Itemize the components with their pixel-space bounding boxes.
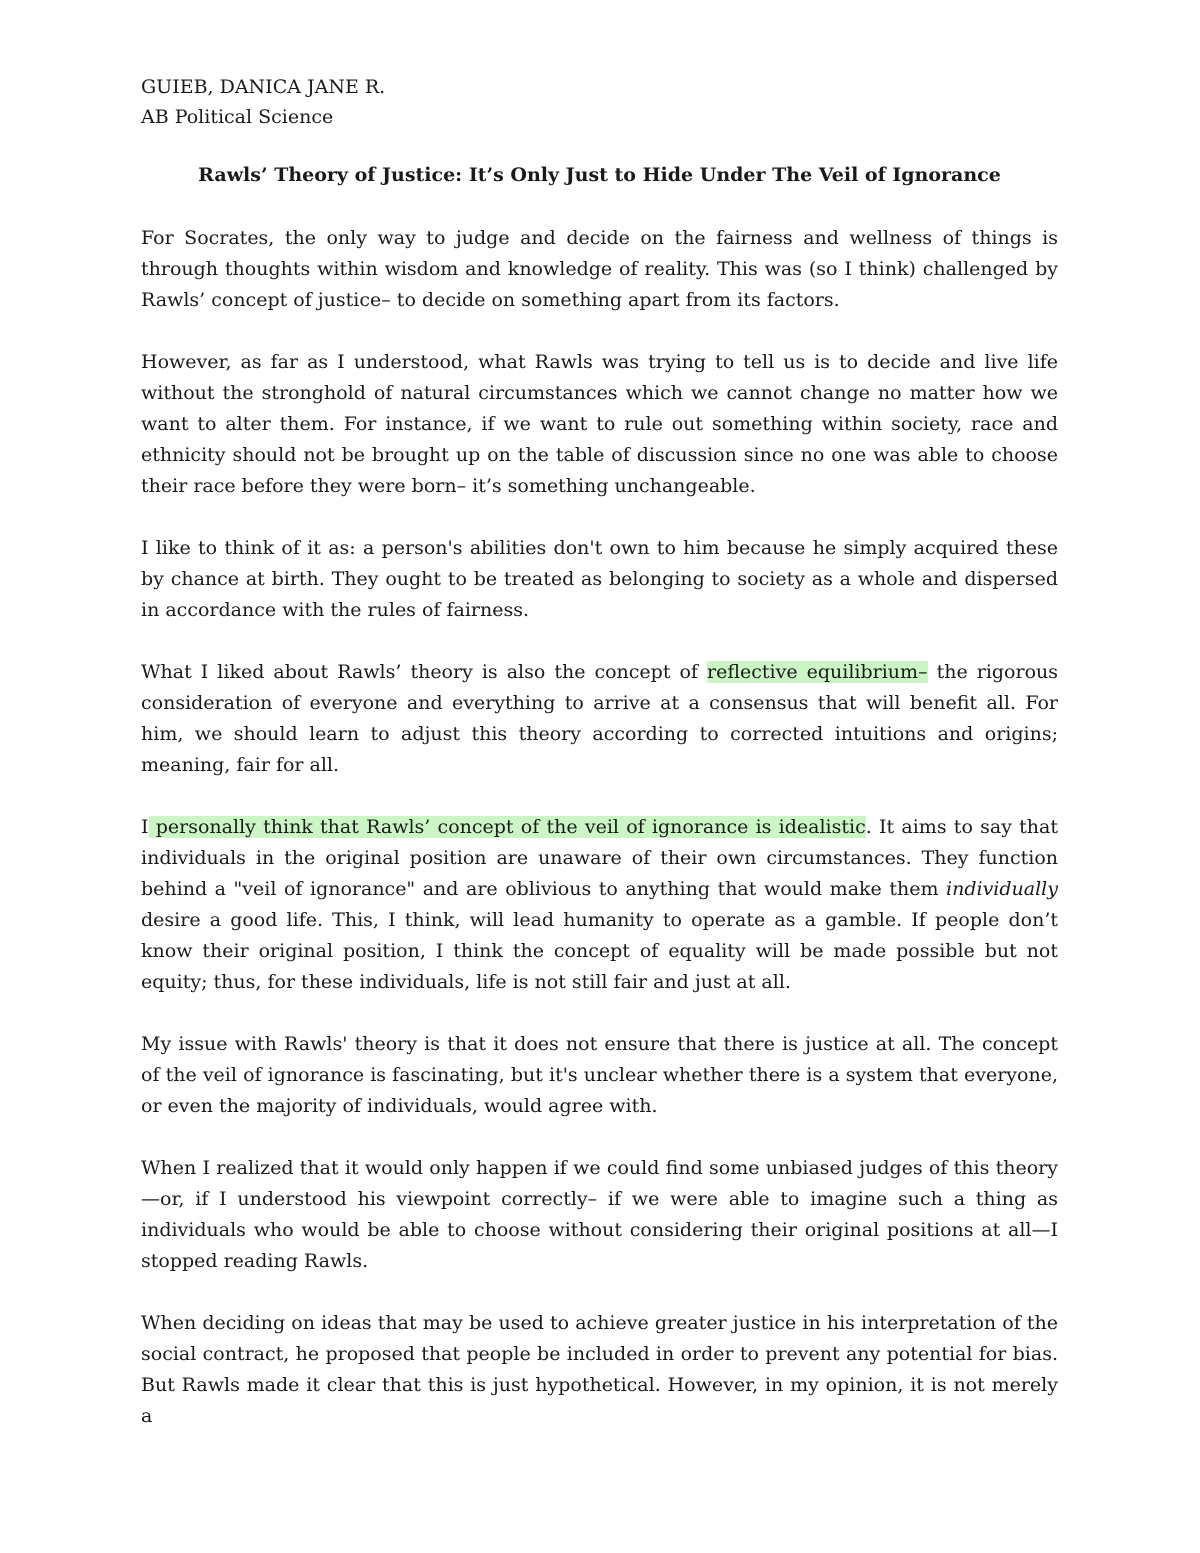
- paragraph-5-text-end: desire a good life. This, I think, will lead humanity to operate as a gamble. If people don’t know their original position, I think the concept of equality will be made possible but not equity; thus, for these individuals, life is not still fair and just at all.: [141, 909, 1058, 993]
- paragraph-5-text-middle: . It aims to say that individuals in the original position are unaware of their own circumstances. They function behind a "veil of ignorance" and are oblivious to anything that would make them: [141, 816, 1058, 900]
- paragraph-3: I like to think of it as: a person's abilities don't own to him because he simply acquired these by chance at birth. They ought to be treated as belonging to society as a whole and dispersed in accordance with the rules of fairness.: [141, 537, 1058, 621]
- paragraph-2: However, as far as I understood, what Rawls was trying to tell us is to decide and live life without the stronghold of natural circumstances which we cannot change no matter how we want to alter them. For instance, if we want to rule out something within society, race and ethnicity should not be brought up on the table of discussion since no one was able to choose their race before they were born– it’s something unchangeable.: [141, 351, 1058, 497]
- essay-title: Rawls’ Theory of Justice: It’s Only Just to Hide Under The Veil of Ignorance: [198, 164, 1001, 186]
- paragraph-5-text-start: I: [141, 816, 149, 838]
- italic-individually: individually: [946, 878, 1058, 900]
- author-program: AB Political Science: [141, 106, 334, 128]
- paragraph-7: When I realized that it would only happen if we could find some unbiased judges of this theory —or, if I understood his viewpoint correctly– if we were able to imagine such a thing as individuals who would be able to choose without considering their original positions at all—I stopped reading Rawls.: [141, 1157, 1058, 1272]
- paragraph-4-text-start: What I liked about Rawls’ theory is also the concept of: [141, 661, 707, 683]
- paragraph-5: [141, 812, 1058, 998]
- paragraph-4-text-end: the rigorous consideration of everyone and everything to arrive at a consensus that will benefit all. For him, we should learn to adjust this theory according to corrected intuitions and origins; meaning, fair for all.: [141, 661, 1059, 776]
- paragraph-8: When deciding on ideas that may be used to achieve greater justice in his interpretation of the social contract, he proposed that people be included in order to prevent any potential for bias. But Rawls made it clear that this is just hypothetical. However, in my opinion, it is not merely a: [141, 1312, 1058, 1427]
- paragraph-4: [141, 657, 1058, 781]
- paragraph-1: For Socrates, the only way to judge and decide on the fairness and wellness of things is through thoughts within wisdom and knowledge of reality. This was (so I think) challenged by Rawls’ concept of justice– to decide on something apart from its factors.: [141, 227, 1058, 311]
- paragraph-6: My issue with Rawls' theory is that it does not ensure that there is justice at all. The concept of the veil of ignorance is fascinating, but it's unclear whether there is a system that everyone, or even the majority of individuals, would agree with.: [141, 1033, 1058, 1117]
- author-name: GUIEB, DANICA JANE R.: [141, 76, 386, 98]
- highlight-veil-idealistic: personally think that Rawls’ concept of the veil of ignorance is idealistic: [148, 816, 866, 838]
- document-page: [141, 72, 1058, 1432]
- highlight-reflective-equilibrium: reflective equilibrium–: [707, 661, 928, 683]
